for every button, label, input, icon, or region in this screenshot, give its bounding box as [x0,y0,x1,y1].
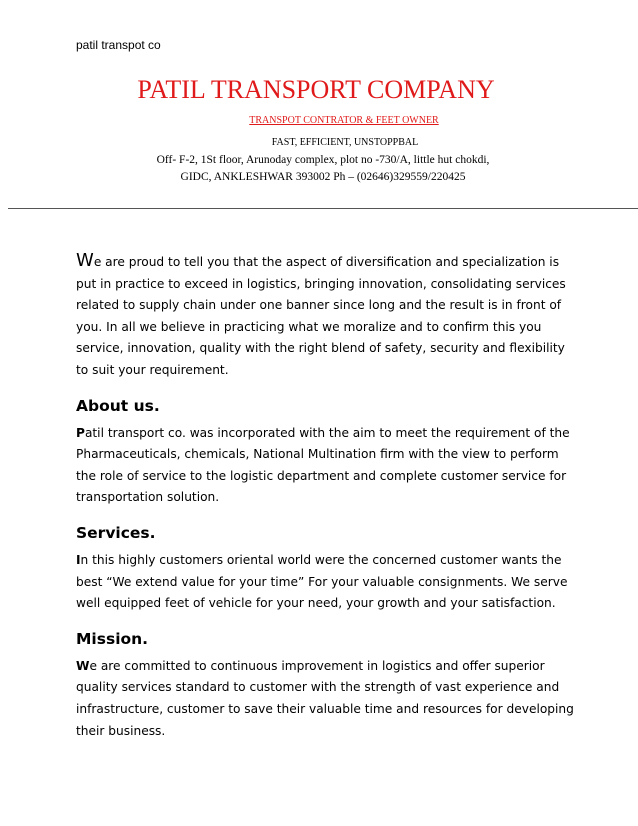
company-address [8,152,638,186]
header-divider [8,208,638,209]
intro-paragraph [76,250,576,382]
document-body [76,250,576,742]
services-heading: Services. [76,523,156,542]
intro-text: e are proud to tell you that the aspect of diversification and specialization is put in practice to exceed in logistics, bringing innovation, consolidating services related to supply chain under one banner since long and the result is in front of you. In all we believe in practicing what we moralize and to confirm this you service, innovation, quality with the right blend of safety, security and flexibility to suit your requirement. [76,255,566,377]
company-motto: FAST, EFFICIENT, UNSTOPPBAL [271,137,419,148]
mission-text: e are committed to continuous improvement in logistics and offer superior quality services standard to customer with the strength of vast experience and infrastructure, customer to save their valuable time and resources for developing their business. [76,658,574,738]
mission-paragraph [76,656,576,742]
intro-drop-letter: W [76,250,94,271]
mission-first-letter: W [76,658,90,673]
company-tagline: TRANSPOT CONTRATOR & FEET OWNER [249,115,439,126]
about-heading: About us. [76,396,160,415]
company-name: PATIL TRANSPORT COMPANY [137,75,495,104]
services-text: n this highly customers oriental world were the concerned customer wants the best “We extend value for your time” For your valuable consignments. We serve well equipped feet of vehicle for your need, your growth and your satisfaction. [76,552,568,611]
services-paragraph [76,550,576,615]
about-paragraph [76,423,576,509]
letterhead [0,74,638,186]
services-first-letter: I [76,552,81,567]
running-header: patil transpot co [76,38,161,52]
address-line-2: GIDC, ANKLESHWAR 393002 Ph – (02646)329559/220425 [180,171,466,183]
mission-heading: Mission. [76,629,149,648]
address-line-1: Off- F-2, 1St floor, Arunoday complex, plot no -730/A, little hut chokdi, [156,154,490,166]
about-text: atil transport co. was incorporated with the aim to meet the requirement of the Pharmaceuticals, chemicals, National Multination firm with the view to perform the role of service to the logistic department and complete customer service for transportation solution. [76,425,570,505]
about-first-letter: P [76,425,85,440]
